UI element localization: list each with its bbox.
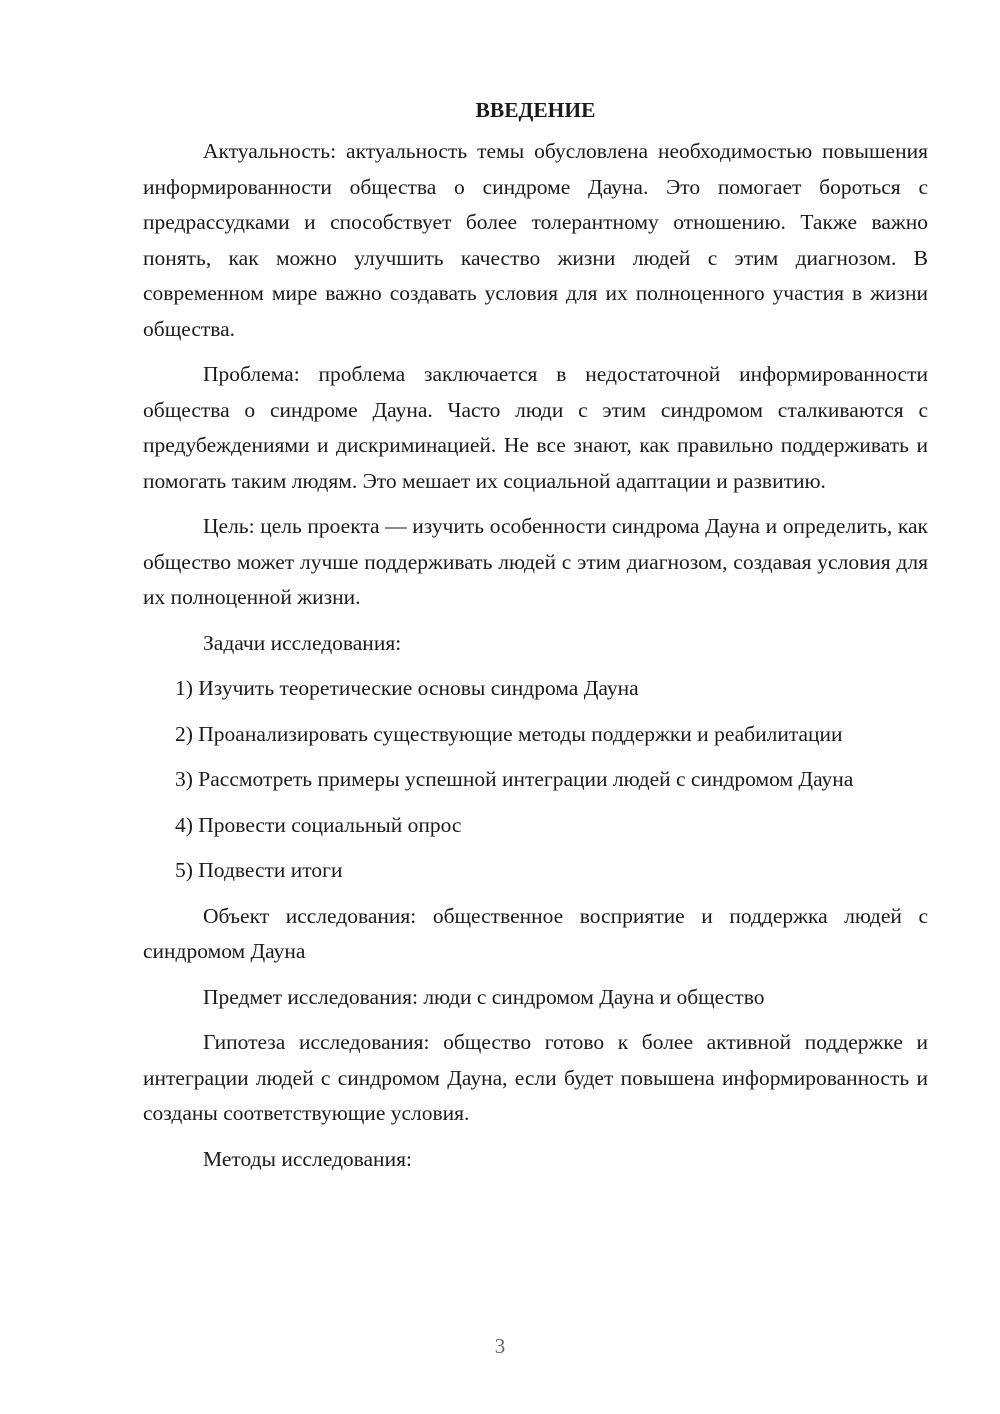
paragraph-hypothesis: Гипотеза исследования: общество готово к более активной поддержке и интеграции людей с синдромом Дауна, если будет повышена информированность и созданы соответствующие условия. xyxy=(143,1030,928,1125)
page-heading: ВВЕДЕНИЕ xyxy=(475,98,596,122)
task-item-1: 1) Изучить теоретические основы синдрома Дауна xyxy=(175,676,639,700)
paragraph-methods: Методы исследования: xyxy=(203,1146,412,1171)
task-item-5: 5) Подвести итоги xyxy=(175,858,343,882)
paragraph-relevance: Актуальность: актуальность темы обусловлена необходимостью повышения информированности общества о синдроме Дауна. Это помогает бороться с предрассудками и способствует более толерантному отношению. Также важно понять, как можно улучшить качество жизни людей с этим диагнозом. В современном мире важно создавать условия для их полноценного участия в жизни общества. xyxy=(143,139,928,341)
paragraph-subject: Предмет исследования: люди с синдромом Дауна и общество xyxy=(203,984,765,1009)
task-item-4: 4) Провести социальный опрос xyxy=(175,812,462,837)
paragraph-object: Объект исследования: общественное восприятие и поддержка людей с синдромом Дауна xyxy=(143,903,928,963)
page-content xyxy=(143,96,928,1187)
page-number: 3 xyxy=(494,1334,506,1358)
task-item-3: 3) Рассмотреть примеры успешной интеграции людей с синдромом Дауна xyxy=(175,767,854,791)
paragraph-problem: Проблема: проблема заключается в недостаточной информированности общества о синдроме Дауна. Часто люди с этим синдромом сталкиваются с предубеждениями и дискриминацией. Не все знают, как правильно поддерживать и помогать таким людям. Это мешает их социальной адаптации и развитию. xyxy=(143,362,928,493)
paragraph-goal: Цель: цель проекта — изучить особенности синдрома Дауна и определить, как общество может лучше поддерживать людей с этим диагнозом, создавая условия для их полноценной жизни. xyxy=(143,514,928,609)
paragraph-tasks-title: Задачи исследования: xyxy=(203,630,402,655)
task-item-2: 2) Проанализировать существующие методы поддержки и реабилитации xyxy=(175,721,843,746)
